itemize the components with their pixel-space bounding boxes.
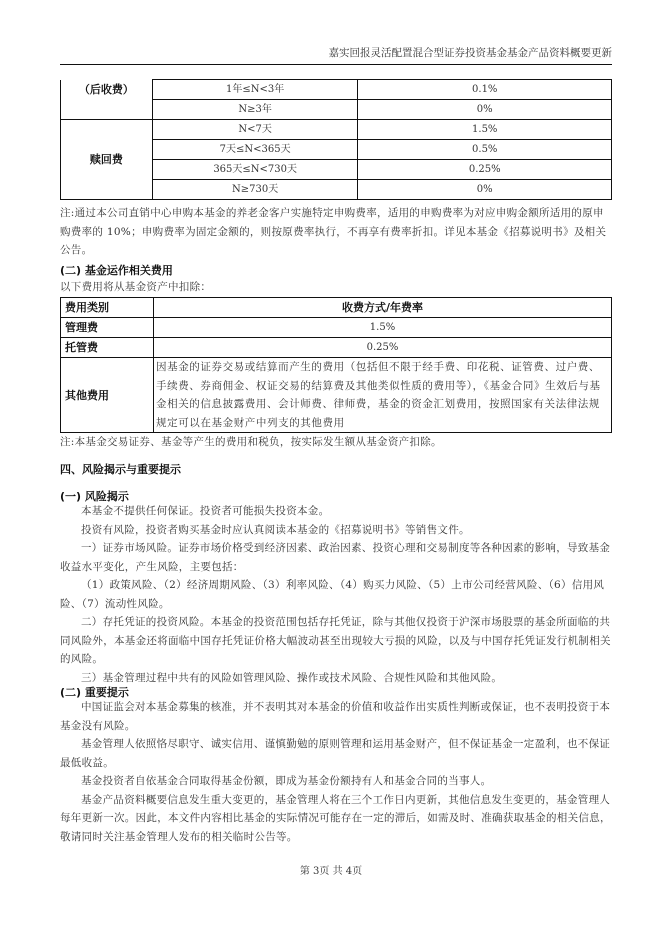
fee-rate: 0.1%	[358, 80, 612, 100]
fee-condition: N≥730天	[152, 180, 358, 200]
paragraph: 中国证监会对本基金募集的核准，并不表明其对本基金的价值和收益作出实质性判断或保证，也不表明投资于本基金没有风险。	[60, 701, 611, 732]
paragraph: （1）政策风险、（2）经济周期风险、（3）利率风险、（4）购买力风险、（5）上市公司经营风险、（6）信用风险、（7）流动性风险。	[60, 579, 605, 610]
document-title: 嘉实回报灵活配置混合型证券投资基金基金产品资料概要更新	[328, 47, 612, 59]
table-row	[61, 358, 612, 433]
fee-condition: 365天≤N<730天	[152, 160, 358, 180]
fee-value: 1.5%	[154, 318, 612, 338]
fee-table	[60, 79, 612, 200]
section-heading-risk: 四、风险揭示与重要提示	[60, 463, 181, 476]
fee-value: 因基金的证券交易或结算而产生的费用（包括但不限于经手费、印花税、证管费、过户费、手续费、券商佣金、权证交易的结算费及其他类似性质的费用等），《基金合同》生效后与基金相关的信息披露费用、会计师费、律师费，基金的资金汇划费用，按照国家有关法律法规规定可以在基金财产中列支的其他费用	[154, 358, 612, 433]
fee-rate: 0%	[358, 180, 612, 200]
fee-rate: 0.5%	[358, 140, 612, 160]
important-notice-body	[60, 698, 614, 846]
fee-category: 托管费	[61, 338, 154, 358]
fee-condition: N<7天	[152, 120, 358, 140]
fee-condition: 1年≤N<3年	[152, 80, 358, 100]
paragraph: 本基金不提供任何保证。投资者可能损失投资本金。	[81, 505, 330, 517]
section-heading-operation-fees: (二) 基金运作相关费用	[60, 264, 173, 277]
paragraph: 基金产品资料概要信息发生重大变更的，基金管理人将在三个工作日内更新，其他信息发生变更的，基金管理人每年更新一次。因此，本文件内容相比基金的实际情况可能存在一定的滞后，如需及时、准确获取基金的相关信息，敬请同时关注基金管理人发布的相关临时公告等。	[60, 793, 611, 843]
page-header	[60, 47, 612, 65]
fee-category: 其他费用	[61, 358, 154, 433]
fee-group-label: 赎回费	[61, 120, 153, 200]
risk-disclosure-body	[60, 502, 614, 687]
paragraph: 基金投资者自依基金合同取得基金份额，即成为基金份额持有人和基金合同的当事人。	[81, 775, 492, 787]
page-number: 第 3页 共 4页	[299, 866, 363, 877]
fee-category: 管理费	[61, 318, 154, 338]
operation-fees-note	[60, 433, 614, 452]
table-row	[61, 338, 612, 358]
intro-text: 以下费用将从基金资产中扣除：	[60, 281, 212, 293]
note-text: 注:通过本公司直销中心申购本基金的养老金客户实施特定申购费率，适用的申购费率为对应申购金额所适用的原申购费率的 10%；申购费率为固定金额的，则按原费率执行，不再享有费率折扣。详见本基金《招募说明书》及相关公告。	[60, 207, 607, 256]
fee-table-note	[60, 204, 614, 260]
table-header-row	[61, 298, 612, 318]
subheading-risk-disclosure: (一) 风险揭示	[60, 490, 129, 503]
fee-rate: 1.5%	[358, 120, 612, 140]
column-header-category: 费用类别	[61, 298, 154, 318]
table-row	[61, 80, 612, 100]
paragraph: 二）存托凭证的投资风险。本基金的投资范围包括存托凭证，除与其他仅投资于沪深市场股票的基金所面临的共同风险外，本基金还将面临中国存托凭证价格大幅波动甚至出现较大亏损的风险，以及与中国存托凭证发行机制相关的风险。	[60, 616, 611, 665]
column-header-rate: 收费方式/年费率	[154, 298, 612, 318]
fee-rate: 0.25%	[358, 160, 612, 180]
paragraph: 基金管理人依照恪尽职守、诚实信用、谨慎勤勉的原则管理和运用基金财产，但不保证基金一定盈利，也不保证最低收益。	[60, 738, 611, 769]
fee-group-label: （后收费）	[61, 80, 153, 120]
table-row	[61, 120, 612, 140]
paragraph: 一）证券市场风险。证券市场价格受到经济因素、政治因素、投资心理和交易制度等各种因素的影响，导致基金收益水平变化，产生风险，主要包括：	[60, 542, 611, 573]
note-text: 注:本基金交易证券、基金等产生的费用和税负，按实际发生额从基金资产扣除。	[60, 436, 442, 448]
fee-value: 0.25%	[154, 338, 612, 358]
operation-fees-intro	[60, 278, 614, 297]
fee-rate: 0%	[358, 100, 612, 120]
fee-condition: N≥3年	[152, 100, 358, 120]
table-row	[61, 318, 612, 338]
paragraph: 三）基金管理过程中共有的风险如管理风险、操作或技术风险、合规性风险和其他风险。	[81, 671, 503, 684]
fee-condition: 7天≤N<365天	[152, 140, 358, 160]
operation-fees-table	[60, 297, 612, 433]
paragraph: 投资有风险，投资者购买基金时应认真阅读本基金的《招募说明书》等销售文件。	[81, 523, 470, 536]
subheading-important-notice: (二) 重要提示	[60, 686, 129, 699]
